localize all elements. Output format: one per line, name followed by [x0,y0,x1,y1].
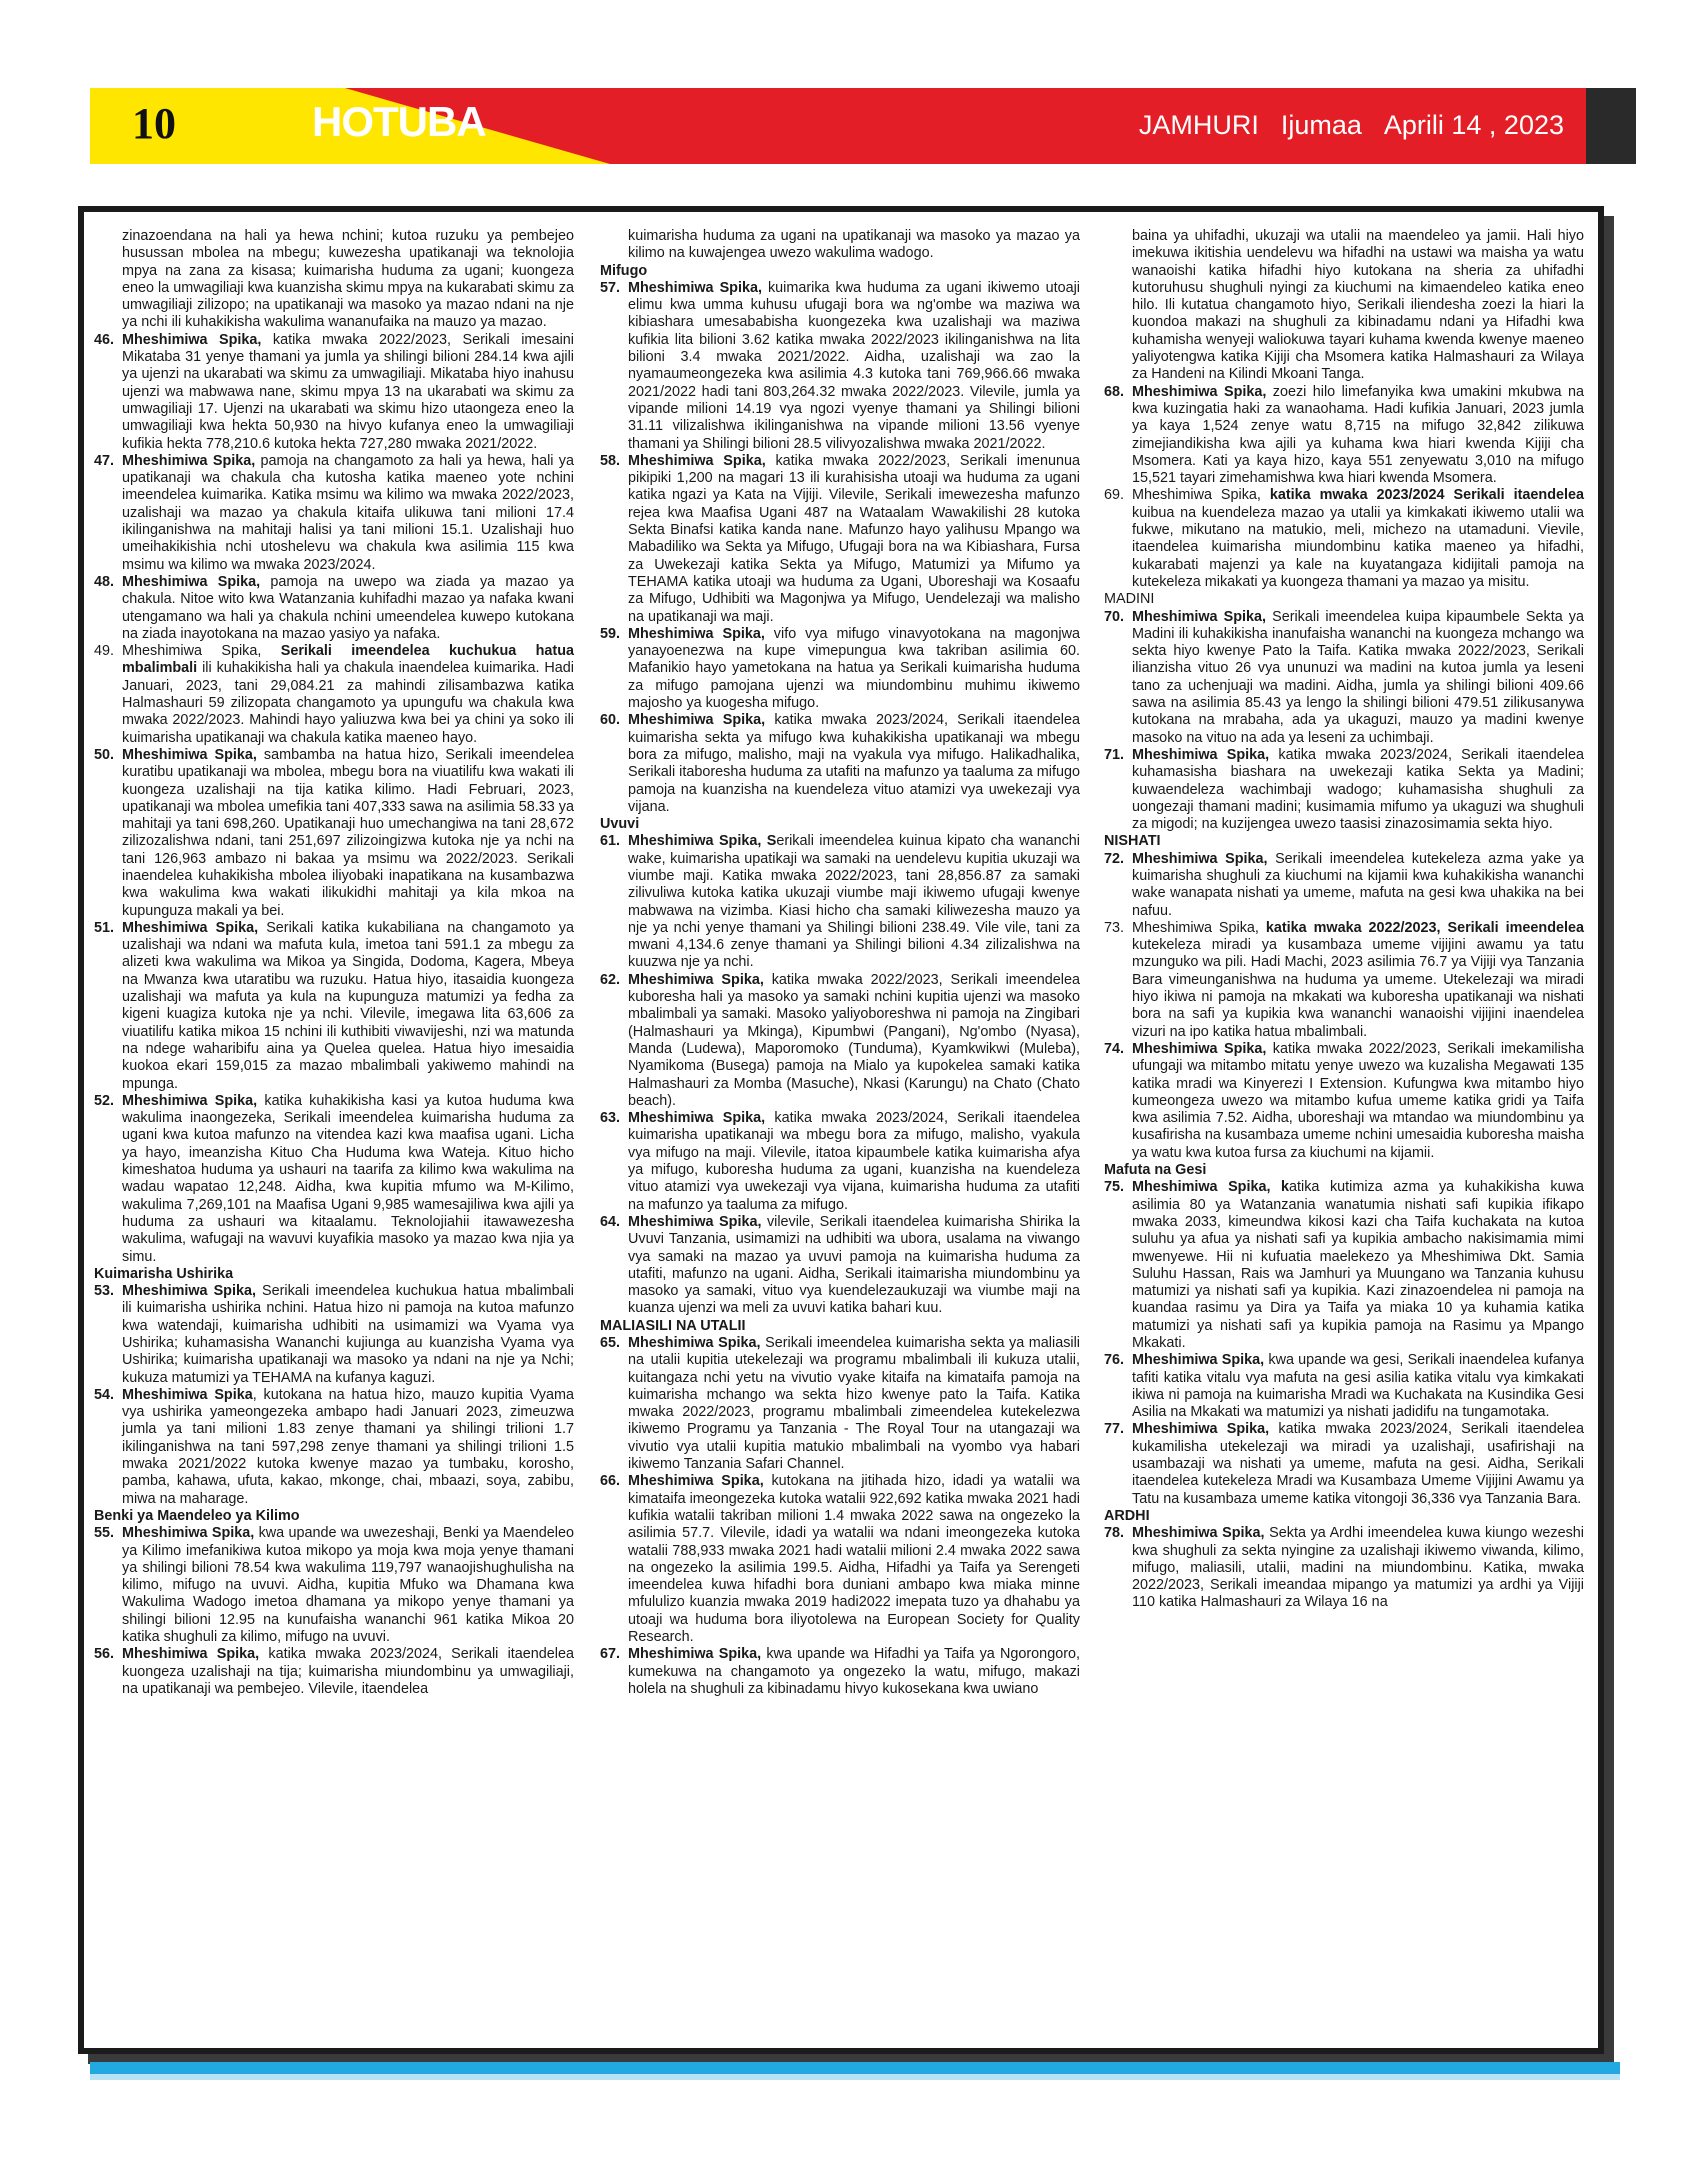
paragraph-75 [1104,1179,1584,1352]
paragraph-number: 73. [1104,919,1125,936]
paragraph-text: Sekta ya Ardhi imeendelea kuwa kiungo wezeshi kwa shughuli za sekta nyingine za uzalishaji ikiwemo viwanda, kilimo, mifugo, maliasili, utalii, madini na miundombinu. Katika, mwaka 2022/2023, Serikali imeandaa mipango ya matumizi ya ardhi ya Vijiji 110 katika Halmashauri za Wilaya 16 na [1132,1525,1584,1611]
paragraph-text: katika kuhakikisha kasi ya kutoa huduma kwa wakulima inaongezeka, Serikali imeendelea kuimarisha huduma za ugani kwa kutoa mafunzo na vitendea kazi kwa maafisa ugani. Licha ya hayo, imeanzisha Kituo Cha Huduma kwa Wateja. Kituo hicho kimeshatoa huduma ya ushauri na taarifa za kilimo kwa wakulima na wadau wapatao 12,248. Aidha, kwa kupitia mfumo wa M-Kilimo, wakulima 7,269,101 na Maafisa Ugani 9,985 wamesajiliwa kwa ajili ya huduma za ushauri wa kitaalamu. Teknolojiahii itawawezesha wakulima, wafugaji na wavuvi kuyafikia masoko ya mazao kwa njia ya simu. [122,1092,574,1265]
paragraph-73 [1104,920,1584,1041]
subheading-ushirika: Kuimarisha Ushirika [94,1265,234,1282]
subheading-ardhi: ARDHI [1104,1507,1150,1524]
paragraph-number: 47. [94,452,115,469]
paragraph-number: 56. [94,1646,115,1663]
paragraph-text: Serikali imeendelea kuchukua hatua mbalimbali ili kuimarisha ushirika nchini. Hatua hizo ni pamoja na kutoa mafunzo kwa watendaji, kuimarisha udhibiti na usimamizi wa Vyama vya Ushirika; kuhamasisha Wananchi kujiunga au kuanzisha Vyama vya Ushirika; kuimarisha upatikanaji wa masoko ya ndani na nje ya Nchi; kukuza matumizi ya TEHAMA na kufanya kaguzi. [122,1283,574,1386]
paragraph-number: 76. [1104,1352,1125,1369]
paragraph-52 [94,1093,574,1266]
paragraph-number: 58. [600,452,621,469]
speaker-address: Mheshimiwa Spika [122,1386,253,1403]
paragraph: kuimarisha huduma za ugani na upatikanaji wa masoko ya mazao ya kilimo na kuwajengea uwezo wakulima wadogo. [628,228,1080,262]
paragraph-51 [94,920,574,1093]
paragraph-62 [600,972,1080,1110]
paragraph-number: 53. [94,1283,115,1300]
paragraph-68 [1104,384,1584,488]
paragraph-text: , kutokana na hatua hizo, mauzo kupitia Vyama vya ushirika yameongezeka ambapo hadi Januari 2023, zimeuzwa jumla ya tani milioni 1.83 zenye thamani ya shilingi trilioni 1.7 ikilinganishwa na tani 597,298 zenye thamani ya shilingi trilioni 1.5 mwaka 2021/2022 kutoka kwenye mazao ya tumbaku, korosho, pamba, kahawa, ufuta, kakao, mkonge, chai, mbaazi, soya, zabibu, miwa na maharage. [122,1386,574,1507]
paragraph-58 [600,453,1080,626]
speaker-address: Mheshimiwa Spika, [628,1646,762,1663]
paragraph-77 [1104,1421,1584,1507]
speaker-address: Mheshimiwa Spika, [1132,850,1268,867]
paragraph-71 [1104,747,1584,833]
paragraph-67 [600,1646,1080,1698]
paragraph-number: 48. [94,573,115,590]
subheading-mifugo: Mifugo [600,262,648,279]
paragraph-48 [94,574,574,643]
paragraph-59 [600,626,1080,712]
article-column-3 [1104,228,1584,1612]
page-header [90,88,1636,164]
speaker-address: Mheshimiwa Spika, [1132,487,1270,504]
paragraph-66 [600,1473,1080,1646]
paragraph-text: vifo vya mifugo vinavyotokana na magonjwa yanayoenezwa na kupe vimepungua kwa takriban asilimia 60. Mafanikio hayo yametokana na hatua ya Serikali kuimarisha huduma za mifugo pamojana ujenzi wa miundombinu muhimu ikiwemo majosho ya kuogesha mifugo. [628,625,1080,712]
paragraph-text: katika mwaka 2022/2023, Serikali imekamilisha ufungaji wa mitambo mitatu yenye uwezo wa kuzalisha Megawati 135 katika mradi wa Kinyerezi I Extension. Kufungwa kwa mitambo hiyo kumeongeza uwezo wa mitambo kufua umeme katika gridi ya Taifa kwa asilimia 7.52. Aidha, uboreshaji wa mtandao wa miundombinu ya kusafirisha na kusambaza umeme nchini umesaidia kuboresha maisha ya watu kwa kutoa fursa za kiuchumi na kijamii. [1132,1040,1584,1161]
paragraph-number: 59. [600,625,621,642]
paragraph-text: erikali imeendelea kuinua kipato cha wananchi wake, kuimarisha upatikaji wa samaki na uendelevu kupitia ukuzaji wa viumbe maji. Katika mwaka 2022/2023, tani 28,856.87 za samaki zilivuliwa kutoka katika ukuzaji viumbe maji ikiwemo ufugaji kwenye mabwawa na vizimba. Kiasi hicho cha samaki kiliwezesha mauzo ya nje ya nchi yenye thamani ya Shilingi bilioni 238.49. Vile vile, tani za mwani 4,134.6 zenye thamani ya Shilingi bilioni 4.34 zilizalishwa na kuuzwa nje ya nchi. [628,833,1080,971]
header-meta [1117,110,1564,141]
paragraph-text: katika mwaka 2023/2024, Serikali itaendelea kuimarisha sekta ya mifugo kwa kuhakikisha upatikanaji wa mbegu bora za mifugo, malisho, maji na vyakula vya mifugo. Halikadhalika, Serikali itaboresha huduma za utafiti na mafunzo ya taaluma za mifugo pamoja na kuanzisha na kuendeleza vituo atamizi vya uwekezaji vya vijana. [628,712,1080,815]
paragraph-text: pamoja na changamoto za hali ya hewa, hali ya upatikanaji wa chakula cha kutosha katika maeneo yote nchini imeendelea kuimarika. Katika msimu wa kilimo wa mwaka 2022/2023, uzalishaji wa mazao ya chakula kitaifa ulikuwa tani milioni 17.4 ikilinganishwa na mahitaji halisi ya tani milioni 15.1. Uzalishaji huo umeihakikishia nchi utoshelevu wa chakula kwa asilimia 115 kwa msimu wa kilimo wa mwaka 2023/2024. [122,452,574,573]
speaker-address: Mheshimiwa Spika, [1132,746,1270,763]
subheading-mafuta-gesi: Mafuta na Gesi [1104,1162,1207,1179]
paragraph-53 [94,1283,574,1387]
section-title: HOTUBA [312,98,486,145]
paragraph-number: 60. [600,712,621,729]
paragraph: zinazoendana na hali ya hewa nchini; kutoa ruzuku ya pembejeo husussan mbolea na mbegu; kuwezesha upatikanaji wa teknolojia mpya na zana za kisasa; kuimarisha huduma za ugani; kuongeza eneo la umwagiliaji kwa kuanzisha skimu mpya na kukarabati skimu za umwagiliaji zilizopo; na upatikanaji wa masoko ya mazao ndani na nje ya nchi ili kuhakikisha wakulima wananufaika na mauzo ya mazao. [122,228,574,331]
speaker-address: Mheshimiwa Spika, [1132,1421,1270,1438]
highlight-text: katika mwaka 2022/2023, Serikali imeendelea [1265,919,1584,936]
paragraph-number: 63. [600,1110,621,1127]
subheading-uvuvi: Uvuvi [600,816,640,833]
paragraph-number: 55. [94,1525,115,1542]
speaker-address: Mheshimiwa Spika, [628,712,766,729]
paragraph-number: 70. [1104,608,1125,625]
page-number: 10 [132,99,176,148]
paragraph-number: 54. [94,1386,115,1403]
speaker-address: Mheshimiwa Spika, [1132,383,1267,400]
paragraph-54 [94,1387,574,1508]
paragraph-number: 78. [1104,1525,1125,1542]
paragraph-47 [94,453,574,574]
paragraph-text: kuimarika kwa huduma za ugani ikiwemo utoaji elimu kwa umma kuhusu ufugaji bora wa ng'ombe wa maziwa wa kibiashara umesababisha kuongezeka kwa uzalishaji wa maziwa kufikia lita bilioni 3.62 katika mwaka 2022/2023 ikilinganishwa na lita bilioni 3.4 mwaka 2021/2022. Aidha, uzalishaji wa zao la nyamaumeongezeka kwa asilimia 4.3 kutoka tani 769,966.66 mwaka 2021/2022 hadi tani 803,264.32 mwaka 2022/2023. Vilevile, jumla ya vipande milioni 14.19 vya ngozi vyenye thamani ya Shilingi bilioni 31.11 vilizalishwa ikilinganishwa na vipande milioni 13.56 vyenye thamani ya Shilingi bilioni 28.5 vilivyozalishwa mwaka 2021/2022. [628,279,1080,452]
paragraph-74 [1104,1041,1584,1162]
speaker-address: Mheshimiwa Spika, [122,1283,256,1300]
paragraph-number: 74. [1104,1040,1125,1057]
paragraph-56 [94,1646,574,1698]
paragraph-text: Serikali katika kukabiliana na changamoto ya uzalishaji wa ndani wa mafuta kula, imetoa tani 591.1 za mbegu za alizeti kwa wakulima wa Mikoa ya Singida, Dodoma, Kagera, Mbeya na Mwanza kwa utaratibu wa ruzuku. Hatua hiyo, itasaidia kuongeza uzalishaji wa mafuta ya kula na kupunguza matumizi ya fedha za kigeni kuagiza kutoka nje ya nchi. Vilevile, imegawa lita 63,606 za viuatilifu katika mikoa 15 nchini ili kuthibiti viwavijeshi, nzi wa matunda na ndege waharibifu aina ya Quelea quelea. Hatua hiyo imesaidia kuokoa ekari 159,015 za mazao mbalimbali yakiwemo mahindi na mpunga. [122,919,574,1092]
paragraph-text: katika mwaka 2022/2023, Serikali imesaini Mikataba 31 yenye thamani ya jumla ya shilingi bilioni 284.14 kwa ajili ya ujenzi na ukarabati wa skimu za umwagiliaji. Mikataba hiyo inahusu ujenzi wa mabwawa nane, skimu mpya 13 na ukarabati wa skimu za umwagiliaji 17. Ujenzi na ukarabati wa skimu hizo utaongeza eneo la umwagiliaji kwa hekta 50,930 na hivyo kufanya eneo la umwagiliaji kufikia hekta 778,210.6 kutoka hekta 727,280 mwaka 2021/2022. [122,331,574,452]
subheading-benki: Benki ya Maendeleo ya Kilimo [94,1507,300,1524]
speaker-address: Mheshimiwa Spika, [1132,1040,1267,1057]
paragraph-78 [1104,1525,1584,1611]
footer-blue-rule [90,2062,1620,2074]
paper-name: JAMHURI [1138,110,1259,140]
speaker-address: Mheshimiwa Spika, [122,1525,255,1542]
speaker-address: Mheshimiwa Spika, [122,919,259,936]
issue-day: Ijumaa [1280,110,1362,140]
speaker-address: Mheshimiwa Spika, [122,452,256,469]
paragraph-text: katika mwaka 2023/2024, Serikali itaendelea kuhamasisha biashara na uwekezaji katika Sekta ya Madini; kuwaendeleza wachimbaji wadogo; kuhamasisha shughuli za uongezaji thamani madini; kusimamia mifumo ya ukaguzi wa shughuli za migodi; na kuzijengea uwezo taasisi zinazosimamia sekta hiyo. [1132,746,1584,833]
paragraph: baina ya uhifadhi, ukuzaji wa utalii na maendeleo ya jamii. Hali hiyo imekuwa ikitishia uendelevu wa hifadhi na ustawi wa maisha ya watu wanaoishi katika hifadhi hiyo kutokana na sheria za uhifadhi kutoruhusu shughuli nyingi za kiuchumi na kimaendeleo katika eneo hilo. Ili kutatua changamoto hiyo, Serikali iliendesha zoezi la hiari la kuondoa makazi na shughuli za kibinadamu ndani ya Hifadhi kwa kuhamisha wenyeji waliokuwa tayari kuhama kwenda kwenye maeneo yaliyotengwa katika Kijiji cha Msomera katika Halmashauri za Wilaya za Handeni na Kilindi Mkoani Tanga. [1132,228,1584,383]
paragraph-number: 62. [600,971,621,988]
paragraph-number: 50. [94,746,115,763]
paragraph-text: katika mwaka 2023/2024, Serikali itaendelea kukamilisha utekelezaji wa miradi ya uzalishaji, usafirishaji na usambazaji wa nishati ya umeme, mafuta na gesi. Aidha, Serikali itaendelea kutekeleza Mradi wa Kusambaza Umeme Vijijini Awamu ya Tatu na kusambaza umeme katika vitongoji 36,336 vya Tanzania Bara. [1132,1421,1584,1507]
paragraph-50 [94,747,574,920]
paragraph-number: 69. [1104,487,1125,504]
paragraph-61 [600,833,1080,971]
paragraph-text: kwa upande wa gesi, Serikali inaendelea kufanya tafiti katika vitalu vya mafuta na gesi asilia katika vitalu vya kimkakati ikiwa ni pamoja na kuimarisha Mradi wa Kuchakata na Kusindika Gesi Asilia na Mkakati wa matumizi ya nishati jadidifu na tungamotaka. [1132,1352,1584,1421]
article-column-2 [600,228,1080,1698]
paragraph-text: katika mwaka 2022/2023, Serikali imeendelea kuboresha hali ya masoko ya samaki nchini kupitia ujenzi wa masoko mbalimbali ya samaki. Masoko yaliyoboreshwa ni pamoja na Zingibari (Halmashauri ya Mkinga), Kipumbwi (Pangani), Ng'ombo (Nyasa), Manda (Ludewa), Maporomoko (Tunduma), Kyamkwikwi (Muleba), Nyamikoma (Busega) pamoja na Mialo ya kupokelea samaki katika Halmashauri za Momba (Masuche), Nkasi (Karungu) na Chato (Chato beach). [628,971,1080,1109]
speaker-address: Mheshimiwa Spika, [122,331,262,348]
speaker-address: Mheshimiwa Spika, [122,573,261,590]
speaker-address: Mheshimiwa Spika, [1132,608,1267,625]
paragraph-number: 49. [94,643,115,660]
paragraph-number: 75. [1104,1179,1125,1196]
paragraph-number: 57. [600,279,621,296]
paragraph-text: Serikali imeendelea kuipa kipaumbele Sekta ya Madini ili kuhakikisha inanufaisha wananchi na kuongeza mchango wa sekta hiyo kwenye Pato la Taifa. Katika mwaka 2022/2023, Serikali ilianzisha vituo 26 vya ununuzi wa madini na kutoa jumla ya leseni tano za uchenjuaji wa madini. Aidha, jumla ya shilingi bilioni 409.66 sawa na asilimia 85.43 ya lengo la shilingi bilioni 479.51 zilikusanywa kutokana na mrabaha, ada ya ukaguzi, mauzo ya madini kwenye masoko na vituo na ada ya leseni za uchimbaji. [1132,608,1584,746]
paragraph-text: kutokana na jitihada hizo, idadi ya watalii wa kimataifa imeongezeka kutoka watalii 922,692 katika mwaka 2021 hadi kufikia watalii takriban milioni 1.4 mwaka 2022 sawa na ongezeko la asilimia 57.7. Vilevile, idadi ya watalii wa ndani imeongezeka kutoka watalii 788,933 mwaka 2021 hadi watalii milioni 2.4 mwaka 2022 sawa na ongezeko la asilimia 199.5. Aidha, Hifadhi ya Taifa ya Serengeti imeendelea kuwa hifadhi bora duniani ambapo kwa miaka minne mfululizo kuanzia mwaka 2019 hadi2022 imepata tuzo ya dhahabu ya utoaji wa huduma bora iliyotolewa na European Society for Quality Research. [628,1473,1080,1646]
paragraph-text: kwa upande wa uwezeshaji, Benki ya Maendeleo ya Kilimo imefanikiwa kutoa mikopo ya moja kwa moja yenye thamani ya shilingi bilioni 78.54 kwa wakulima 119,797 wanaojishughulisha na kilimo, mifugo na uvuvi. Aidha, kupitia Mfuko wa Dhamana kwa Wakulima Wadogo imetoa dhamana ya mikopo yenye thamani ya shilingi bilioni 12.95 na kunufaisha wananchi 961 katika Mikoa 20 katika shughuli za kilimo, mifugo na uvuvi. [122,1525,574,1646]
speaker-address: Mheshimiwa Spika, [122,746,257,763]
paragraph-text: pamoja na uwepo wa ziada ya mazao ya chakula. Nitoe wito kwa Watanzania kuhifadhi mazao ya nafaka kwani utengamano wa hali ya chakula nchini umeendelea kuwepo kutokana na ziada inayotokana na mazao yasiyo ya nafaka. [122,573,574,642]
paragraph-55 [94,1525,574,1646]
paragraph-text: sambamba na hatua hizo, Serikali imeendelea kuratibu upatikanaji wa mbolea, mbegu bora na viuatilifu kwa wakati ili kuongeza uzalishaji na tija katika kilimo. Hadi Februari, 2023, upatikanaji wa mbolea umefikia tani 407,333 sawa na asilimia 58.33 ya mahitaji ya tani 698,260. Upatikanaji huo umechangiwa na tani 28,672 zilizozalishwa ndani, tani 251,697 zilizoingizwa kutoka nje ya nchi na tani 126,963 ambazo ni bakaa ya msimu wa 2022/2023. Serikali inaendelea kuhakikisha mbolea iliyobaki inapatikana na kusambazwa kwa wakulima kwa wakati ilikukidhi mahitaji ya kila mkoa na kupunguza makali ya bei. [122,746,574,919]
paragraph-number: 77. [1104,1421,1125,1438]
paragraph-number: 51. [94,919,115,936]
paragraph-57 [600,280,1080,453]
paragraph-number: 61. [600,833,621,850]
paragraph-text: kutekeleza miradi ya kusambaza umeme vijijini awamu ya tatu mzunguko wa pili. Hadi Machi, 2023 asilimia 76.7 ya Vijiji vya Tanzania Bara vimeunganishwa na huduma ya umeme. Utekelezaji wa miradi hiyo ikiwa ni pamoja na mkakati wa kuboresha upatikanaji wa nishati bora na safi ya kupikia kwa wananchi wanaoishi vijijini inaendelea vizuri na ipo katika hatua mbalimbali. [1132,937,1584,1040]
paragraph-text: atika kutimiza azma ya kuhakikisha kuwa asilimia 80 ya Watanzania wanatumia nishati safi kupikia ifikapo mwaka 2033, kimeundwa kikosi kazi cha Taifa kuchakata na kutoa suluhu ya afua ya nishati safi ya kupikia ambacho nakisimamia mimi mwenyewe. Hii ni kufuatia maelekezo ya Mheshimiwa Dkt. Samia Suluhu Hassan, Rais wa Jamhuri ya Muungano wa Tanzania kuhusu matumizi ya nishati safi ya kupikia. Kazi zinazoendelea ni pamoja na kuandaa rasimu ya Dira ya Taifa ya miaka 10 ya kuhamia katika matumizi ya nishati safi ya kupikia pamoja na Rasimu ya Mpango Mkakati. [1132,1179,1584,1351]
highlight-text: katika mwaka 2023/2024 Serikali itaendelea [1269,487,1584,504]
paragraph-text: zoezi hilo limefanyika kwa umakini mkubwa na kwa kuzingatia haki za wanaohama. Hadi kufikia Januari, 2023 jumla ya kaya 1,524 zenye watu 8,715 na mifugo 32,842 zilikuwa zimejiandikisha kwa ajili ya kuhama kwa hiari kwenda Kijiji cha Msomera. Kati ya kaya hizo, kaya 551 zenyewatu 3,010 na mifugo 15,521 tayari zimehamishwa kwa hiari kwenda Msomera. [1132,383,1584,487]
paragraph-text: Serikali imeendelea kuimarisha sekta ya maliasili na utalii kupitia utekelezaji wa programu mbalimbali ili kukuza utalii, kuitangaza nchi yetu na vivutio vyake kitaifa na kimataifa pamoja na kuimarisha mchango wa sekta hizo kwenye pato la Taifa. Katika mwaka 2022/2023, programu mbalimbali zimeendelea kutekelezwa ikiwemo Programu ya Tanzania - The Royal Tour na utangazaji wa vivutio vya utalii kupitia matukio mbalimbali na vyombo vya habari ikiwemo Tanzania Safari Channel. [628,1335,1080,1473]
speaker-address: Mheshimiwa Spika, [628,1110,766,1127]
issue-date: Aprili 14 , 2023 [1383,110,1564,140]
speaker-address: Mheshimiwa Spika, [628,971,764,988]
paragraph-text: katika mwaka 2023/2024, Serikali itaendelea kuongeza uzalishaji na tija; kuimarisha miundombinu ya umwagiliaji, na upatikanaji wa pembejeo. Vilevile, itaendelea [122,1646,574,1697]
paragraph-number: 66. [600,1473,621,1490]
paragraph-number: 46. [94,331,115,348]
speaker-address: Mheshimiwa Spika, [628,1335,761,1351]
paragraph-number: 71. [1104,746,1125,763]
paragraph-number: 52. [94,1092,115,1109]
paragraph-number: 67. [600,1646,621,1663]
speaker-address: Mheshimiwa Spika, [122,643,281,660]
speaker-address: Mheshimiwa Spika, [122,1092,258,1109]
paragraph-49 [94,643,574,747]
paragraph-text: vilevile, Serikali itaendelea kuimarisha Shirika la Uvuvi Tanzania, usimamizi na udhibiti wa ubora, usalama na viwango vya samaki na mazao ya uvuvi pamoja na kuimarisha huduma za utafiti, mafunzo na ugani. Aidha, Serikali itaimarisha miundombinu ya masoko ya samaki, vituo vya kuendelezaukuzaji wa viumbe maji na kuanza ujenzi wa meli za uvuvi katika bahari kuu. [628,1213,1080,1317]
speaker-address: Mheshimiwa Spika, [1132,919,1266,936]
paragraph-65 [600,1335,1080,1473]
speaker-address: Mheshimiwa Spika, [1132,1352,1265,1369]
speaker-address: Mheshimiwa Spika, [628,1473,764,1490]
paragraph-72 [1104,851,1584,920]
paragraph-text: kuibua na kuendeleza mazao ya utalii ya kimkakati ikiwemo utalii wa fukwe, mikutano na matukio, meli, michezo na utamaduni. Vievile, itaendelea kuimarisha miundombinu katika maeneo ya hifadhi, kukarabati majenzi ya kale na kuyatangaza kidijitali pamoja na kutekeleza mikakati ya kuongeza thamani ya mazao ya misitu. [1132,504,1584,590]
paragraph-text: katika mwaka 2022/2023, Serikali imenunua pikipiki 1,200 na magari 13 ili kurahisisha utoaji wa huduma za ugani katika ngazi ya Kata na Vijiji. Vilevile, Serikali imewezesha mafunzo rejea kwa Maafisa Ugani 487 na Wataalam Wawakilishi 28 kutoka Sekta Binafsi katika kanda nane. Mafunzo hayo yalihusu Mpango wa Mabadiliko wa Sekta ya Mifugo, Ufugaji bora na wa Kibiashara, Fursa za Uwekezaji katika Sekta ya Mifugo, Matumizi ya Mifumo ya TEHAMA katika utoaji wa huduma za Ugani, Uboreshaji wa Kosaafu za Mifugo, Udhibiti wa Magonjwa ya Mifugo, Uendelezaji wa malisho na upatikanaji wa maji. [628,452,1080,625]
paragraph-76 [1104,1352,1584,1421]
speaker-address: Mheshimiwa Spika, [1132,1525,1265,1542]
paragraph-text: ili kuhakikisha hali ya chakula inaendelea kuimarika. Hadi Januari, 2023, tani 29,084.21 za mahindi zilisambazwa katika Halmashauri 59 zilizopata changamoto ya upungufu wa chakula kwa mwaka 2022/2023. Mahindi hayo yaliuzwa kwa bei ya chini ya soko ili kuimarisha upatikanaji wa chakula katika maeneo hayo. [122,660,574,746]
paragraph-60 [600,712,1080,816]
speaker-address: Mheshimiwa Spika, [628,625,765,642]
paragraph-number: 64. [600,1213,621,1230]
footer-light-rule [90,2074,1620,2080]
paragraph-64 [600,1214,1080,1318]
paragraph-number: 72. [1104,850,1125,867]
subheading-maliasili: MALIASILI NA UTALII [600,1317,746,1334]
speaker-address: Mheshimiwa Spika, k [1132,1179,1290,1196]
paragraph-number: 68. [1104,383,1125,400]
paragraph-63 [600,1110,1080,1214]
paragraph-70 [1104,609,1584,747]
speaker-address: Mheshimiwa Spika, [122,1646,260,1663]
speaker-address: Mheshimiwa Spika, [628,1213,762,1230]
subheading-nishati: NISHATI [1104,833,1161,850]
speaker-address: Mheshimiwa Spika, [628,452,766,469]
paragraph-text: kwa upande wa Hifadhi ya Taifa ya Ngorongoro, kumekuwa na changamoto ya ongezeko la watu, mifugo, makazi holela na shughuli za kibinadamu hivyo kukosekana kwa uwiano [628,1646,1080,1697]
subheading-madini: MADINI [1104,591,1155,608]
paragraph-46 [94,332,574,453]
paragraph-number: 65. [600,1335,621,1351]
paragraph-69 [1104,487,1584,591]
highlight-text: Serikali imeendelea kuchukua hatua mbalimbali [122,643,574,677]
paragraph-text: Serikali imeendelea kutekeleza azma yake ya kuimarisha shughuli za kiuchumi na kijamii kwa kuhakikisha wananchi wake wanapata nishati ya umeme, mafuta na gesi kwa uhakika na bei nafuu. [1132,850,1584,919]
article-column-1 [94,228,574,1698]
speaker-address: Mheshimiwa Spika, S [628,833,777,850]
speaker-address: Mheshimiwa Spika, [628,279,762,296]
paragraph-text: katika mwaka 2023/2024, Serikali itaendelea kuimarisha upatikanaji wa mbegu bora za mifugo, malisho, vyakula vya mifugo na maji. Vilevile, itatoa kipaumbele katika kuimarisha afya ya mifugo, kuboresha huduma za ugani, kuanzisha na kuendeleza vituo atamizi vya uwekezaji vya vijana, kuimarisha huduma za utafiti na mafunzo ya taaluma za mifugo. [628,1110,1080,1213]
header-dark-band [1586,88,1636,164]
